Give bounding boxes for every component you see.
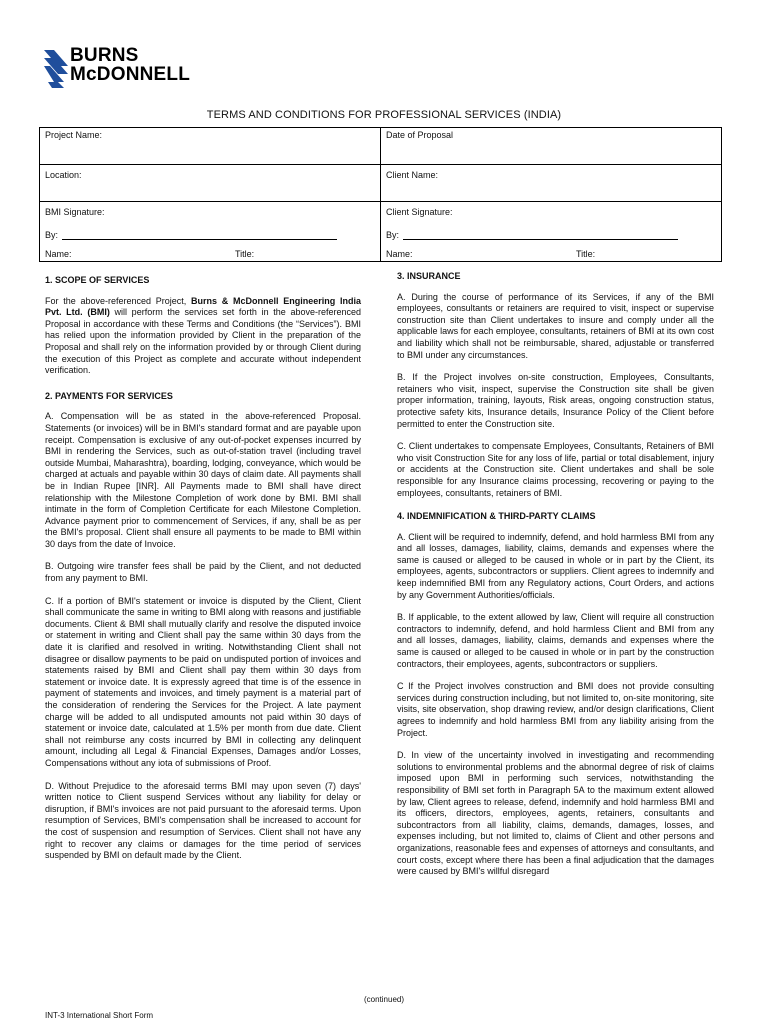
- continued-note: (continued): [363, 995, 405, 1004]
- payments-heading: 2. PAYMENTS FOR SERVICES: [45, 390, 173, 401]
- project-name-field[interactable]: [40, 128, 381, 165]
- document-title: TERMS AND CONDITIONS FOR PROFESSIONAL SERVICES (INDIA): [206, 109, 562, 121]
- indemnification-paragraph-b: B. If applicable, to the extent allowed by law, Client will require all construction contractors to indemnify, defend, and hold harmless Client and BMI from any and all losses, damages, liability, claims, demands and expenses where the same is caused or alleged to be caused in whole or in part by the construction contractors, their employees, agents, subcontractors or suppliers.: [397, 612, 714, 669]
- bmi-by-label: By:: [45, 230, 59, 240]
- insurance-paragraph-a: A. During the course of performance of its Services, if any of the BMI employees, consultants or retainers are required to visit, inspect or supervise construction site than Client undertakes to insure and comply under all the applicable laws for each employee, consultants, retainers of BMI at its own cost and liability which shall not be reimbursable, shared, adjustable or transferred to BMI under any circumstances.: [397, 291, 714, 360]
- logo-line-1: BURNS: [70, 45, 139, 66]
- client-signature-block[interactable]: [381, 202, 722, 262]
- indemnification-paragraph-d: D. In view of the uncertainty involved in investigating and recommending solutions to environmental problems and the abnormal degree of risk of claims imposed upon BMI in performing such services, notwithstanding the responsibility of BMI set forth in Paragraph 5A to the maximum extent allowed by law, Client agrees to release, defend, indemnify and hold harmless BMI and its officers, directors, employees, agents, retainers, consultants and subcontractors from all liability, claims, demands, damages, losses, and expenses including, but not limited to, claims of Client and other persons and organizations, reasonable fees and expenses of attorneys and consultants, and court costs, except where there has been a final adjudication that the damages were caused by BMI's willful disregard: [397, 750, 714, 877]
- date-of-proposal-label: Date of Proposal: [386, 130, 454, 140]
- payments-paragraph-a: A. Compensation will be as stated in the above-referenced Proposal. Statements (or invoices) will be in BMI's standard format and are payable upon receipt. Compensation is exclusive of any out-of-pocket expenses incurred by BMI in rendering the Services, such as out-of-station travel (including travel outside Mumbai, Maharashtra), boarding, lodging, conveyance, which would be charged at actuals and payable within 30 days of claim date. All payments shall be in Indian Rupee [INR]. All Payments made to BMI shall have direct relationship with the Milestone Completion of work done by BMI. BMI shall intimate in the form of Completion Certificate for each Milestone Completion. Advance payment prior to commencement of Services, if any, shall be as per the BMI's proposal. Client shall ensure all payments to be made to BMI within 30 days from the date of Invoice.: [45, 411, 361, 549]
- insurance-heading: 3. INSURANCE: [397, 271, 461, 281]
- scope-paragraph: For the above-referenced Project, Burns & McDonnell Engineering India Pvt. Ltd. (BMI) will perform the services set forth in the above-referenced Proposal in accordance with these Terms and Conditions (the “Services”). BMI has relied upon the information provided by Client in the preparation of the Proposal and shall rely on the information provided by or through Client during the execution of this Project as complete and accurate without independent verification.: [45, 295, 361, 376]
- logo-mark-icon: [44, 46, 70, 90]
- logo-line-2: McDONNELL: [70, 64, 191, 85]
- insurance-paragraph-c: C. Client undertakes to compensate Employees, Consultants, Retainers of BMI who visit Construction Site for any loss of life, partial or total disablement, injury or accidents at the Construction site. Client undertakes and shall be sole responsible for any Insurance claims processing, recovering or paying to the employees, consultants, retainers of BMI.: [397, 441, 714, 498]
- indemnification-paragraph-a: A. Client will be required to indemnify, defend, and hold harmless BMI from any and all losses, damages, liability, claims, demands and expenses where the same is caused or alleged to be caused in whole or in part by the Client, its employees, agents, subcontractors or suppliers. Client agrees to indemnify and keep indemnified BMI from any Regulatory actions, Court Orders, and actions by any Government Authorities/officials.: [397, 531, 714, 600]
- project-info-table: [39, 127, 722, 262]
- bmi-title-label: Title:: [235, 249, 255, 259]
- burns-mcdonnell-logo: [44, 46, 234, 90]
- indemnification-paragraph-c: C If the Project involves construction and BMI does not provide consulting services during construction including, but not limited to, on-site monitoring, site visits, site observation, shop drawing review, and/or design clarifications, Client agrees to indemnify and hold harmless BMI from any liability arising from the Project.: [397, 681, 714, 738]
- payments-paragraph-d: D. Without Prejudice to the aforesaid terms BMI may upon seven (7) days' written notice to Client suspend Services without any liability for delay or disruption, if BMI's invoices are not paid pursuant to the aforesaid terms. Upon resumption of Services, BMI's compensation shall be increased to account for the cost of suspension and resumption of Services. Client shall not have any right to recover any claims or damages for the time period of services suspended by BMI on default made by the Client.: [45, 780, 361, 861]
- client-signature-label: Client Signature:: [386, 207, 453, 217]
- location-label: Location:: [45, 170, 82, 180]
- client-by-label: By:: [386, 230, 400, 240]
- bmi-signature-label: BMI Signature:: [45, 207, 105, 217]
- payments-paragraph-b: B. Outgoing wire transfer fees shall be paid by the Client, and not deducted from any payment to BMI.: [45, 561, 361, 584]
- client-name-sig-label: Name:: [386, 249, 413, 259]
- form-identifier: INT-3 International Short Form: [45, 1011, 154, 1020]
- left-column: [45, 275, 361, 873]
- insurance-paragraph-b: B. If the Project involves on-site construction, Employees, Consultants, retainers who visit, inspect, supervise the Construction site shall be given proper information, training, layouts, Risk areas, ongoing construction status, protective safety kits, Insurance details, Insurance Policy of the Client before permitted to enter the Construction site.: [397, 372, 714, 429]
- bmi-name-label: Name:: [45, 249, 72, 259]
- bmi-signature-block[interactable]: [40, 202, 381, 262]
- date-of-proposal-field[interactable]: [381, 128, 722, 165]
- bmi-signature-line[interactable]: [62, 230, 337, 240]
- scope-of-services-heading: 1. SCOPE OF SERVICES: [45, 275, 150, 285]
- client-title-label: Title:: [576, 249, 596, 259]
- indemnification-heading: 4. INDEMNIFICATION & THIRD-PARTY CLAIMS: [397, 511, 596, 522]
- location-field[interactable]: [40, 165, 381, 202]
- client-signature-line[interactable]: [403, 230, 678, 240]
- client-name-field[interactable]: [381, 165, 722, 202]
- project-name-label: Project Name:: [45, 130, 103, 140]
- payments-paragraph-c: C. If a portion of BMI's statement or invoice is disputed by the Client, Client shall communicate the same in writing to BMI along with reasons and justifiable documents. Client & BMI shall mutually clarify and resolve the disputed invoice or statement in writing and Client shall pay the same within 30 days from the date it is clarified and resolved in writing. Notwithstanding Client shall not disagree or disallow payments to be paid on undisputed portion of invoices and statements raised by BMI and Client shall pay them within 30 days from statement or invoice date. It is expressly agreed that time is of the essence in payment of statements and invoices, and timely payment is a material part of the consideration of rendering the Services for the Project. A late payment charge will be added to all undisputed amounts not paid within 30 days of statement or invoice date, calculated at 1.5% per month from due date. Client shall not reimburse any costs incurred by BMI in collecting any delinquent amount, including all Legal & Financial Expenses, Damages and/or Losses, Compensations without any iota of submissions of Proof.: [45, 595, 361, 768]
- right-column: [397, 271, 714, 889]
- client-name-label: Client Name:: [386, 170, 439, 180]
